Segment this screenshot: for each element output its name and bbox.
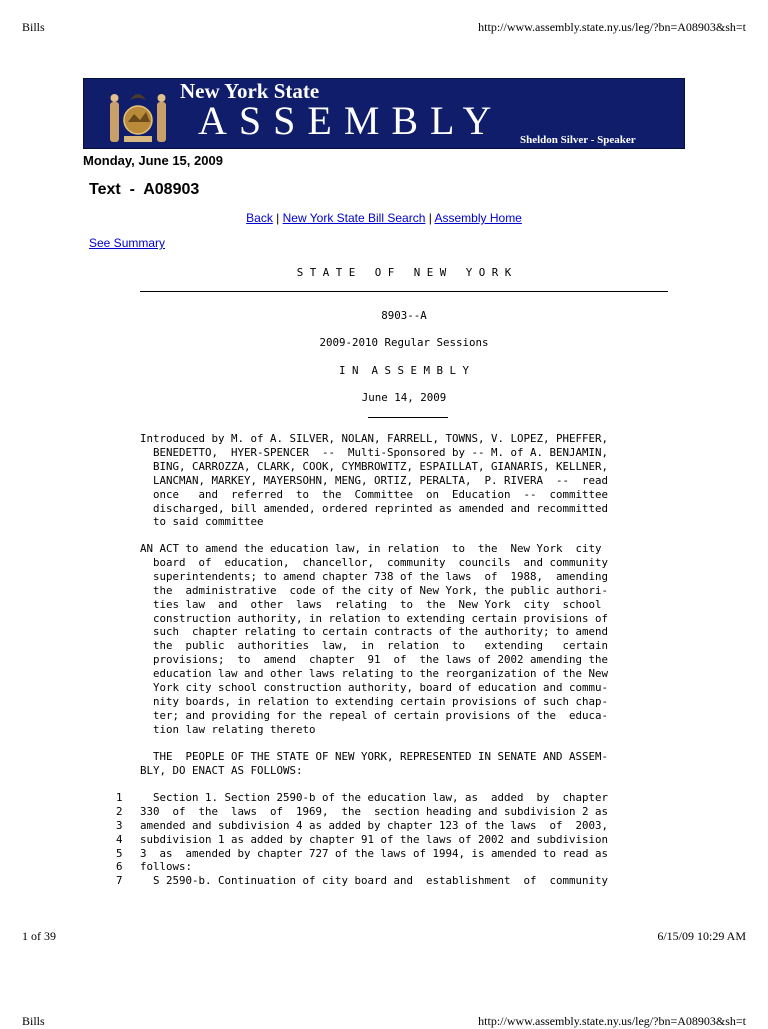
text-line: provisions; to amend chapter 91 of the laws of 2002 amending the: [140, 653, 609, 667]
numbered-lines: [0, 791, 768, 888]
banner-state-name: New York State: [180, 79, 320, 103]
line-text: Section 1. Section 2590-b of the education law, as added by chapter: [140, 791, 609, 804]
line-number: 2: [116, 804, 123, 818]
text-line: LANCMAN, MARKEY, MAYERSOHN, MENG, ORTIZ, PERALTA, P. RIVERA -- read: [140, 473, 609, 487]
text-line: the public authorities law, in relation to extending certain: [140, 639, 609, 653]
page-count: 1 of 39: [22, 929, 56, 943]
enacting-clause: [140, 750, 670, 778]
text-line: ter; and providing for the repeal of certain provisions of the educa-: [140, 708, 609, 722]
text-line: tion law relating thereto: [140, 722, 316, 736]
text-line: BING, CARROZZA, CLARK, COOK, CYMBROWITZ, ESPAILLAT, GIANARIS, KELLNER,: [140, 459, 609, 473]
line-number: 3: [116, 818, 123, 832]
see-summary-link[interactable]: See Summary: [89, 236, 166, 250]
numbered-line: [0, 847, 768, 861]
divider: [140, 291, 668, 292]
text-line: ties law and other laws relating to the New York city school: [140, 597, 602, 611]
text-line: BENEDETTO, HYER-SPENCER -- Multi-Sponsored by -- M. of A. BENJAMIN,: [140, 445, 609, 459]
line-number: 5: [116, 846, 123, 860]
line-text: amended and subdivision 4 as added by chapter 123 of the laws of 2003,: [140, 818, 609, 832]
page-title: Text - A08903: [89, 181, 200, 198]
text-line: once and referred to the Committee on Education -- committee: [140, 487, 609, 501]
page-date: Monday, June 15, 2009: [83, 153, 223, 168]
line-text: subdivision 1 as added by chapter 91 of the laws of 2002 and subdivision: [140, 832, 609, 846]
act-paragraph: [140, 542, 670, 737]
bill-state-heading: S T A T E O F N E W Y O R K: [296, 266, 512, 279]
text-line: to said committee: [140, 515, 264, 529]
next-page-header-url: http://www.assembly.state.ny.us/leg/?bn=A08903&sh=t: [478, 1014, 746, 1028]
print-header-url: http://www.assembly.state.ny.us/leg/?bn=A08903&sh=t: [478, 20, 746, 34]
line-number: 4: [116, 832, 123, 846]
banner-speaker: Sheldon Silver - Speaker: [520, 134, 636, 146]
text-line: York city school construction authority, board of education and commu-: [140, 681, 609, 695]
nav-separator: |: [272, 211, 283, 225]
bill-number: 8903--A: [381, 309, 427, 322]
numbered-line: [0, 860, 768, 874]
nav-separator: |: [425, 211, 435, 225]
text-line: THE PEOPLE OF THE STATE OF NEW YORK, REPRESENTED IN SENATE AND ASSEM-: [140, 750, 609, 763]
assembly-home-link[interactable]: Assembly Home: [434, 211, 522, 225]
text-line: AN ACT to amend the education law, in relation to the New York city: [140, 542, 602, 555]
text-line: Introduced by M. of A. SILVER, NOLAN, FARRELL, TOWNS, V. LOPEZ, PHEFFER,: [140, 432, 609, 445]
line-number: 1: [116, 791, 123, 804]
line-number: 6: [116, 860, 123, 874]
text-line: education law and other laws relating to the reorganization of the New: [140, 667, 609, 681]
numbered-line: [0, 805, 768, 819]
assembly-banner[interactable]: [83, 78, 685, 149]
text-line: discharged, bill amended, ordered reprinted as amended and recommitted: [140, 501, 609, 515]
print-header-left: Bills: [22, 20, 45, 34]
text-line: nity boards, in relation to extending certain provisions of such chap-: [140, 694, 609, 708]
line-text: follows:: [140, 860, 193, 874]
text-line: construction authority, in relation to extending certain provisions of: [140, 611, 609, 625]
numbered-line: [0, 833, 768, 847]
back-link[interactable]: Back: [246, 211, 273, 225]
line-text: 3 as amended by chapter 727 of the laws of 1994, is amended to read as: [140, 846, 609, 860]
banner-assembly: ASSEMBLY: [198, 98, 504, 143]
text-line: board of education, chancellor, community councils and community: [140, 555, 609, 569]
numbered-line: [0, 874, 768, 888]
text-line: such chapter relating to certain contracts of the authority; to amend: [140, 625, 609, 639]
line-text: 330 of the laws of 1969, the section heading and subdivision 2 as: [140, 804, 609, 818]
line-number: 7: [116, 874, 123, 888]
next-page-header-left: Bills: [22, 1014, 45, 1028]
line-text: S 2590-b. Continuation of city board and establishment of community: [140, 874, 609, 888]
bill-search-link[interactable]: New York State Bill Search: [282, 211, 426, 225]
nav-links: [0, 211, 768, 225]
numbered-line: [0, 791, 768, 805]
bill-session: 2009-2010 Regular Sessions: [319, 336, 489, 349]
text-line: BLY, DO ENACT AS FOLLOWS:: [140, 763, 303, 777]
short-divider: [368, 417, 448, 418]
text-line: superintendents; to amend chapter 738 of the laws of 1988, amending: [140, 569, 609, 583]
bill-date: June 14, 2009: [361, 391, 447, 404]
state-seal-icon: [104, 82, 172, 146]
text-line: the administrative code of the city of New York, the public authori-: [140, 583, 609, 597]
print-timestamp: 6/15/09 10:29 AM: [657, 929, 746, 943]
introduced-by-paragraph: [140, 432, 670, 529]
bill-chamber: I N A S S E M B L Y: [338, 364, 469, 377]
numbered-line: [0, 819, 768, 833]
